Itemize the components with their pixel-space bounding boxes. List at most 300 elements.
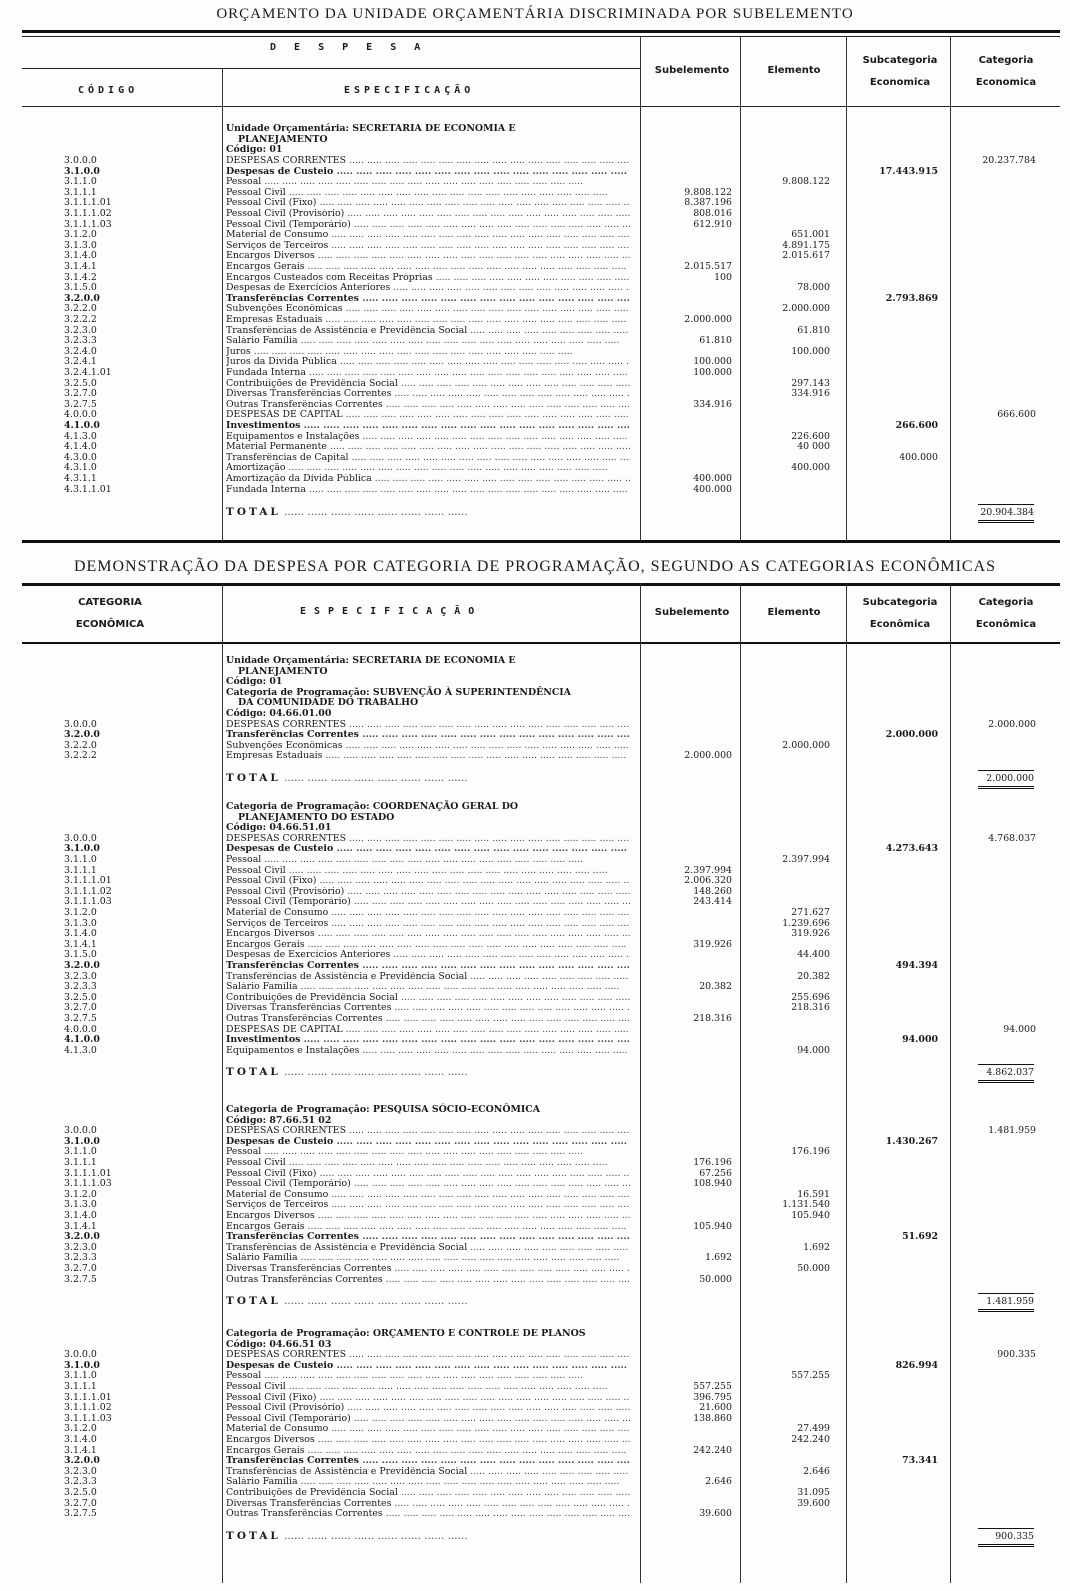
table-row: [0, 897, 1070, 908]
table-row: [0, 1232, 1070, 1243]
row-description: DESPESAS DE CAPITAL .....: [226, 410, 630, 421]
row-value-v1: 218.316: [693, 1013, 732, 1024]
row-code: 3.1.1.1.02: [64, 885, 112, 897]
row-description: Transferências Correntes .....: [226, 294, 630, 305]
row-value-v1: 2.000.000: [684, 314, 732, 325]
row-description: Pessoal Civil (Temporário) .....: [226, 897, 630, 908]
row-value-v3: 51.692: [902, 1231, 938, 1243]
row-code: 3.1.1.1.03: [64, 896, 112, 908]
row-value-v1: 61.810: [699, 335, 732, 347]
header-subcategoria: Subcategoria: [862, 55, 938, 66]
section-header-line: Código: 87.66.51 02: [226, 1114, 332, 1126]
row-value-v2: 20.382: [797, 970, 830, 982]
header-elemento: Elemento: [767, 607, 821, 618]
row-description: Salário Família .....: [226, 982, 630, 993]
row-value-v2: 242.240: [791, 1434, 830, 1445]
row-value-v1: 21.600: [699, 1402, 732, 1414]
row-code: 3.1.1.1: [64, 1157, 97, 1168]
row-value-v2: 2.000.000: [782, 739, 830, 751]
section-header-line: PLANEJAMENTO DO ESTADO: [238, 811, 395, 823]
section-total-label: TOTAL .....: [226, 1295, 468, 1307]
row-value-v2: 400.000: [791, 462, 830, 474]
row-description: Investimentos .....: [226, 1035, 630, 1046]
table-row: [0, 1275, 1070, 1286]
row-value-v4: 20.237.784: [982, 155, 1036, 166]
row-description: Pessoal .....: [226, 1371, 630, 1382]
row-code: 3.1.0.0: [64, 1359, 100, 1371]
table-row: [0, 1488, 1070, 1499]
table-row: [0, 1467, 1070, 1478]
row-description: Encargos Gerais .....: [226, 262, 630, 273]
header-divider: [22, 106, 1060, 107]
row-value-v2: 9.808.122: [782, 176, 830, 188]
row-value-v2: 94.000: [797, 1044, 830, 1056]
row-value-v1: 20.382: [699, 981, 732, 993]
table-row: [0, 1264, 1070, 1275]
row-value-v1: 9.808.122: [684, 186, 732, 198]
row-description: Pessoal Civil (Temporário) .....: [226, 220, 630, 231]
row-description: Equipamentos e Instalações .....: [226, 1046, 630, 1057]
row-code: 3.2.7.5: [64, 398, 97, 410]
row-code: 3.2.4.1.01: [64, 367, 112, 378]
section-header: [226, 1329, 646, 1350]
row-description: Despesas de Custeio .....: [226, 1137, 630, 1148]
header-subelemento: Subelemento: [654, 607, 730, 618]
row-code: 3.1.5.0: [64, 949, 97, 961]
row-description: Material de Consumo .....: [226, 908, 630, 919]
row-value-v1: 176.196: [693, 1157, 732, 1168]
row-code: 3.1.1.0: [64, 1146, 97, 1158]
row-code: 3.2.2.0: [64, 739, 97, 751]
row-description: Encargos Diversos .....: [226, 251, 630, 262]
row-code: 3.1.1.0: [64, 1370, 97, 1382]
unit-header-line: Código: 01: [226, 144, 283, 156]
row-description: Equipamentos e Instalações .....: [226, 432, 630, 443]
row-description: Subvenções Econômicas .....: [226, 304, 630, 315]
row-description: Encargos Gerais .....: [226, 1446, 630, 1457]
row-code: 3.1.1.1: [64, 186, 97, 198]
row-description: Contribuições de Previdência Social .....: [226, 1488, 630, 1499]
row-description: Despesas de Custeio .....: [226, 1361, 630, 1372]
section-total-value: 4.862.037: [978, 1064, 1034, 1083]
row-value-v1: 2.397.994: [684, 864, 732, 876]
row-value-v1: 1.692: [705, 1252, 732, 1264]
row-description: Despesas de Custeio .....: [226, 844, 630, 855]
table-row: [0, 1200, 1070, 1211]
row-description: Material de Consumo .....: [226, 1424, 630, 1435]
row-code: 3.2.7.5: [64, 1013, 97, 1024]
row-value-v2: 176.196: [791, 1146, 830, 1158]
header-divider: [22, 68, 640, 69]
row-code: 3.2.3.3: [64, 335, 97, 347]
header-categoria-line2: Economica: [975, 77, 1037, 88]
row-code: 3.1.1.0: [64, 854, 97, 865]
row-description: Amortização da Dívida Pública .....: [226, 474, 630, 485]
section-header-line: Código: 04.66.51 03: [226, 1338, 332, 1350]
table-row: [0, 389, 1070, 400]
row-value-v1: 396.795: [693, 1391, 732, 1403]
row-value-v2: 61.810: [797, 324, 830, 336]
header-codigo: CÓDIGO: [78, 85, 139, 96]
row-code: 3.2.3.0: [64, 1465, 97, 1477]
row-description: Transferências de Assistência e Previdência Social .....: [226, 972, 630, 983]
row-code: 3.2.5.0: [64, 377, 97, 389]
row-value-v3: 17.443.915: [879, 165, 938, 177]
row-description: Diversas Transferências Correntes .....: [226, 1499, 630, 1510]
row-description: Despesas de Exercícios Anteriores .....: [226, 950, 630, 961]
row-description: DESPESAS DE CAPITAL .....: [226, 1025, 630, 1036]
table-row: [0, 887, 1070, 898]
row-value-v4: 666.600: [997, 409, 1036, 421]
table-row: [0, 474, 1070, 485]
row-value-v2: 2.397.994: [782, 854, 830, 865]
table-row: [0, 1137, 1070, 1148]
section-header: [226, 802, 646, 834]
row-value-v1: 2.015.517: [684, 261, 732, 272]
table-row: [0, 1046, 1070, 1057]
table-row: [0, 919, 1070, 930]
table-row: [0, 241, 1070, 252]
row-description: Transferências de Assistência e Previdência Social .....: [226, 1243, 630, 1254]
table-row: [0, 1371, 1070, 1382]
row-code: 4.3.1.1.01: [64, 483, 112, 495]
row-description: Transferências de Assistência e Previdência Social .....: [226, 326, 630, 337]
row-description: Pessoal Civil (Provisório) .....: [226, 209, 630, 220]
section-total-value: 1.481.959: [978, 1293, 1034, 1312]
row-code: 3.2.7.0: [64, 1263, 97, 1274]
row-code: 3.2.2.0: [64, 303, 97, 315]
row-description: Outras Transferências Correntes .....: [226, 400, 630, 411]
table-row: [0, 844, 1070, 855]
row-value-v2: 2.000.000: [782, 303, 830, 315]
row-description: Serviços de Terceiros .....: [226, 919, 630, 930]
table1-total-label: TOTAL .....: [226, 506, 468, 518]
section-header-line: Código: 04.66.01.00: [226, 707, 332, 719]
divider: [22, 36, 1060, 37]
header-subcategoria: Subcategoria: [862, 597, 938, 608]
row-code: 3.1.0.0: [64, 165, 100, 177]
row-value-v1: 100.000: [693, 367, 732, 378]
row-code: 3.2.0.0: [64, 729, 100, 741]
table-row: [0, 357, 1070, 368]
row-value-v2: 2.646: [803, 1465, 830, 1477]
section-header-line: Categoria de Programação: SUBVENÇÃO À SUPERINTENDÊNCIA: [226, 686, 571, 698]
row-value-v1: 334.916: [693, 398, 732, 410]
table-row: [0, 1014, 1070, 1025]
table-row: [0, 972, 1070, 983]
row-description: Encargos Custeados com Receitas Próprias .....: [226, 273, 630, 284]
row-description: Pessoal Civil (Fixo) .....: [226, 198, 630, 209]
row-value-v1: 557.255: [693, 1381, 732, 1392]
row-description: Fundada Interna .....: [226, 485, 630, 496]
row-value-v3: 1.430.267: [885, 1135, 938, 1147]
row-code: 3.1.2.0: [64, 1188, 97, 1200]
row-description: Transferências de Capital .....: [226, 453, 630, 464]
row-description: Fundada Interna .....: [226, 368, 630, 379]
row-description: Pessoal .....: [226, 177, 630, 188]
row-description: Encargos Diversos .....: [226, 929, 630, 940]
row-description: Salário Família .....: [226, 336, 630, 347]
table-row: [0, 1499, 1070, 1510]
row-description: Pessoal Civil (Provisório) .....: [226, 1403, 630, 1414]
row-description: Outras Transferências Correntes .....: [226, 1275, 630, 1286]
table-row: [0, 1243, 1070, 1254]
table-row: [0, 347, 1070, 358]
row-code: 4.0.0.0: [64, 1023, 97, 1035]
row-code: 3.1.0.0: [64, 1135, 100, 1147]
table-row: [0, 940, 1070, 951]
row-code: 3.2.3.3: [64, 981, 97, 993]
header-divider: [22, 642, 1060, 644]
table-row: [0, 961, 1070, 972]
row-value-v1: 67.256: [699, 1167, 732, 1179]
table-row: [0, 1190, 1070, 1201]
row-code: 3.2.3.0: [64, 970, 97, 982]
row-code: 3.0.0.0: [64, 1125, 97, 1137]
section-total-label: TOTAL .....: [226, 1066, 468, 1078]
row-description: Salário Família .....: [226, 1477, 630, 1488]
row-value-v1: 105.940: [693, 1220, 732, 1232]
table-row: [0, 855, 1070, 866]
row-code: 3.1.1.1.01: [64, 197, 112, 209]
row-code: 3.2.3.3: [64, 1252, 97, 1264]
row-code: 3.1.1.1: [64, 864, 97, 876]
row-code: 3.2.5.0: [64, 991, 97, 1003]
section-header-line: Código: 01: [226, 676, 283, 688]
table-row: [0, 273, 1070, 284]
row-code: 3.1.2.0: [64, 229, 97, 241]
row-description: Pessoal Civil .....: [226, 1158, 630, 1169]
row-description: Serviços de Terceiros .....: [226, 241, 630, 252]
row-value-v2: 319.926: [791, 928, 830, 940]
row-description: Material de Consumo .....: [226, 1190, 630, 1201]
row-description: DESPESAS CORRENTES .....: [226, 156, 630, 167]
row-value-v2: 4.891.175: [782, 239, 830, 251]
row-code: 3.1.4.0: [64, 928, 97, 940]
table-row: [0, 982, 1070, 993]
row-value-v1: 2.000.000: [684, 750, 732, 762]
row-description: Contribuições de Previdência Social .....: [226, 379, 630, 390]
row-description: Outras Transferências Correntes .....: [226, 1014, 630, 1025]
section-header: [226, 656, 646, 720]
table-row: [0, 485, 1070, 496]
row-value-v4: 2.000.000: [988, 718, 1036, 730]
row-code: 4.3.1.1: [64, 473, 97, 484]
table-row: [0, 453, 1070, 464]
row-code: 3.1.1.1.02: [64, 208, 112, 219]
row-value-v3: 2.793.869: [885, 292, 938, 304]
table-row: [0, 315, 1070, 326]
header-subcategoria-line2: Econômica: [869, 619, 931, 630]
row-description: Diversas Transferências Correntes .....: [226, 1003, 630, 1014]
row-value-v1: 2.006.320: [684, 875, 732, 887]
unit-header-line: Unidade Orçamentária: SECRETARIA DE ECONOMIA E: [226, 123, 516, 134]
table-row: [0, 741, 1070, 752]
table-row: [0, 1393, 1070, 1404]
row-value-v2: 1.692: [803, 1241, 830, 1253]
row-code: 3.2.7.5: [64, 1273, 97, 1285]
row-value-v2: 16.591: [797, 1188, 830, 1200]
table-row: [0, 908, 1070, 919]
table-row: [0, 421, 1070, 432]
row-code: 3.2.2.2: [64, 750, 97, 762]
row-value-v2: 651.001: [791, 229, 830, 241]
row-code: 3.2.4.0: [64, 345, 97, 357]
row-code: 3.1.1.1.01: [64, 1167, 112, 1179]
table-row: [0, 1361, 1070, 1372]
row-value-v2: 44.400: [797, 949, 830, 961]
row-code: 3.1.1.1.01: [64, 875, 112, 887]
row-description: Transferências Correntes .....: [226, 1456, 630, 1467]
row-description: Transferências Correntes .....: [226, 1232, 630, 1243]
table-row: [0, 198, 1070, 209]
row-value-v4: 900.335: [997, 1349, 1036, 1361]
row-description: DESPESAS CORRENTES .....: [226, 720, 630, 731]
row-value-v1: 148.260: [693, 885, 732, 897]
row-code: 4.1.0.0: [64, 420, 100, 431]
row-description: Transferências Correntes .....: [226, 730, 630, 741]
table-row: [0, 1158, 1070, 1169]
section-total-value: 900.335: [978, 1528, 1034, 1547]
row-description: Despesas de Exercícios Anteriores .....: [226, 283, 630, 294]
row-description: Pessoal .....: [226, 855, 630, 866]
table-row: [0, 156, 1070, 167]
table-row: [0, 400, 1070, 411]
row-value-v1: 2.646: [705, 1476, 732, 1488]
row-value-v3: 400.000: [899, 451, 938, 463]
row-description: Investimentos .....: [226, 421, 630, 432]
header-despesa: D E S P E S A: [270, 42, 427, 53]
row-description: Salário Família .....: [226, 1253, 630, 1264]
table-row: [0, 379, 1070, 390]
row-value-v3: 826.994: [895, 1359, 938, 1371]
row-value-v2: 334.916: [791, 388, 830, 400]
table-row: [0, 1414, 1070, 1425]
table-row: [0, 1179, 1070, 1190]
row-description: Pessoal Civil (Provisório) .....: [226, 887, 630, 898]
row-value-v2: 226.600: [791, 430, 830, 442]
section-header: [226, 1105, 646, 1126]
table-row: [0, 326, 1070, 337]
row-code: 3.1.1.0: [64, 176, 97, 188]
section-header-line: Categoria de Programação: ORÇAMENTO E CONTROLE DE PLANOS: [226, 1328, 586, 1339]
row-code: 3.1.1.1.01: [64, 1391, 112, 1403]
table-row: [0, 751, 1070, 762]
row-code: 3.2.2.2: [64, 314, 97, 325]
row-value-v3: 2.000.000: [885, 729, 938, 741]
row-value-v4: 4.768.037: [988, 832, 1036, 844]
table-row: [0, 463, 1070, 474]
table-row: [0, 1477, 1070, 1488]
table-row: [0, 1003, 1070, 1014]
row-value-v3: 266.600: [895, 420, 938, 431]
table1-total-value: 20.904.384: [978, 504, 1034, 523]
row-value-v1: 108.940: [693, 1178, 732, 1190]
row-description: Encargos Diversos .....: [226, 1435, 630, 1446]
row-code: 3.2.7.0: [64, 388, 97, 400]
row-code: 3.1.4.1: [64, 1444, 97, 1456]
row-code: 3.1.1.1.03: [64, 218, 112, 230]
section-header-line: Unidade Orçamentária: SECRETARIA DE ECONOMIA E: [226, 655, 516, 666]
row-description: DESPESAS CORRENTES .....: [226, 1126, 630, 1137]
table-row: [0, 432, 1070, 443]
row-code: 4.3.0.0: [64, 451, 97, 463]
row-value-v1: 138.860: [693, 1412, 732, 1424]
row-value-v1: 39.600: [699, 1508, 732, 1520]
table1-title: ORÇAMENTO DA UNIDADE ORÇAMENTÁRIA DISCRIMINADA POR SUBELEMENTO: [216, 6, 854, 22]
row-value-v1: 50.000: [699, 1273, 732, 1285]
table-row: [0, 368, 1070, 379]
table-row: [0, 230, 1070, 241]
row-code: 3.0.0.0: [64, 1349, 97, 1361]
row-value-v2: 255.696: [791, 991, 830, 1003]
row-value-v2: 78.000: [797, 282, 830, 294]
row-code: 3.0.0.0: [64, 155, 97, 166]
header-categoria: Categoria: [978, 597, 1034, 608]
row-code: 4.1.0.0: [64, 1034, 100, 1046]
row-code: 3.1.4.0: [64, 1434, 97, 1445]
row-value-v1: 8.387.196: [684, 197, 732, 209]
table-row: [0, 209, 1070, 220]
section-header-line: DA COMUNIDADE DO TRABALHO: [238, 697, 419, 709]
table-row: [0, 1147, 1070, 1158]
row-description: Empresas Estaduais .....: [226, 315, 630, 326]
row-code: 3.1.5.0: [64, 282, 97, 294]
row-value-v3: 494.394: [895, 960, 938, 971]
table-row: [0, 262, 1070, 273]
table-row: [0, 294, 1070, 305]
row-description: Pessoal Civil (Temporário) .....: [226, 1179, 630, 1190]
row-code: 4.1.3.0: [64, 430, 97, 442]
row-description: DESPESAS CORRENTES .....: [226, 1350, 630, 1361]
table-row: [0, 336, 1070, 347]
table1-unit-header: [226, 124, 646, 156]
row-description: Empresas Estaduais .....: [226, 751, 630, 762]
row-description: Encargos Gerais .....: [226, 1222, 630, 1233]
header-elemento: Elemento: [767, 65, 821, 76]
row-code: 3.1.4.1: [64, 938, 97, 950]
header-categoria-economica: CATEGORIA: [78, 597, 142, 608]
divider: [22, 30, 1060, 33]
row-description: Contribuições de Previdência Social .....: [226, 993, 630, 1004]
row-value-v2: 39.600: [797, 1497, 830, 1509]
row-code: 3.1.4.1: [64, 261, 97, 272]
table-row: [0, 929, 1070, 940]
row-value-v2: 40 000: [797, 441, 830, 453]
row-code: 3.0.0.0: [64, 718, 97, 730]
row-code: 3.1.1.1: [64, 1381, 97, 1392]
row-code: 4.1.3.0: [64, 1044, 97, 1056]
row-description: Material Permanente .....: [226, 442, 630, 453]
row-code: 3.2.0.0: [64, 1455, 100, 1467]
row-code: 3.1.4.0: [64, 1210, 97, 1221]
row-code: 3.1.1.1.02: [64, 1402, 112, 1414]
row-code: 3.1.0.0: [64, 843, 100, 855]
section-header-line: Código: 04.66.51.01: [226, 822, 332, 834]
table-row: [0, 1169, 1070, 1180]
row-code: 4.0.0.0: [64, 409, 97, 421]
row-code: 3.2.3.0: [64, 1241, 97, 1253]
row-value-v4: 1.481.959: [988, 1125, 1036, 1137]
table2-title: DEMONSTRAÇÃO DA DESPESA POR CATEGORIA DE PROGRAMAÇÃO, SEGUNDO AS CATEGORIAS ECONÔMICAS: [73, 558, 997, 575]
row-description: Diversas Transferências Correntes .....: [226, 1264, 630, 1275]
row-value-v2: 105.940: [791, 1210, 830, 1221]
row-description: Pessoal Civil (Fixo) .....: [226, 1169, 630, 1180]
section-header-line: Categoria de Programação: PESQUISA SÓCIO-ECONÔMICA: [226, 1104, 541, 1115]
table-row: [0, 866, 1070, 877]
row-value-v2: 271.627: [791, 907, 830, 918]
row-description: Transferências de Assistência e Previdência Social .....: [226, 1467, 630, 1478]
